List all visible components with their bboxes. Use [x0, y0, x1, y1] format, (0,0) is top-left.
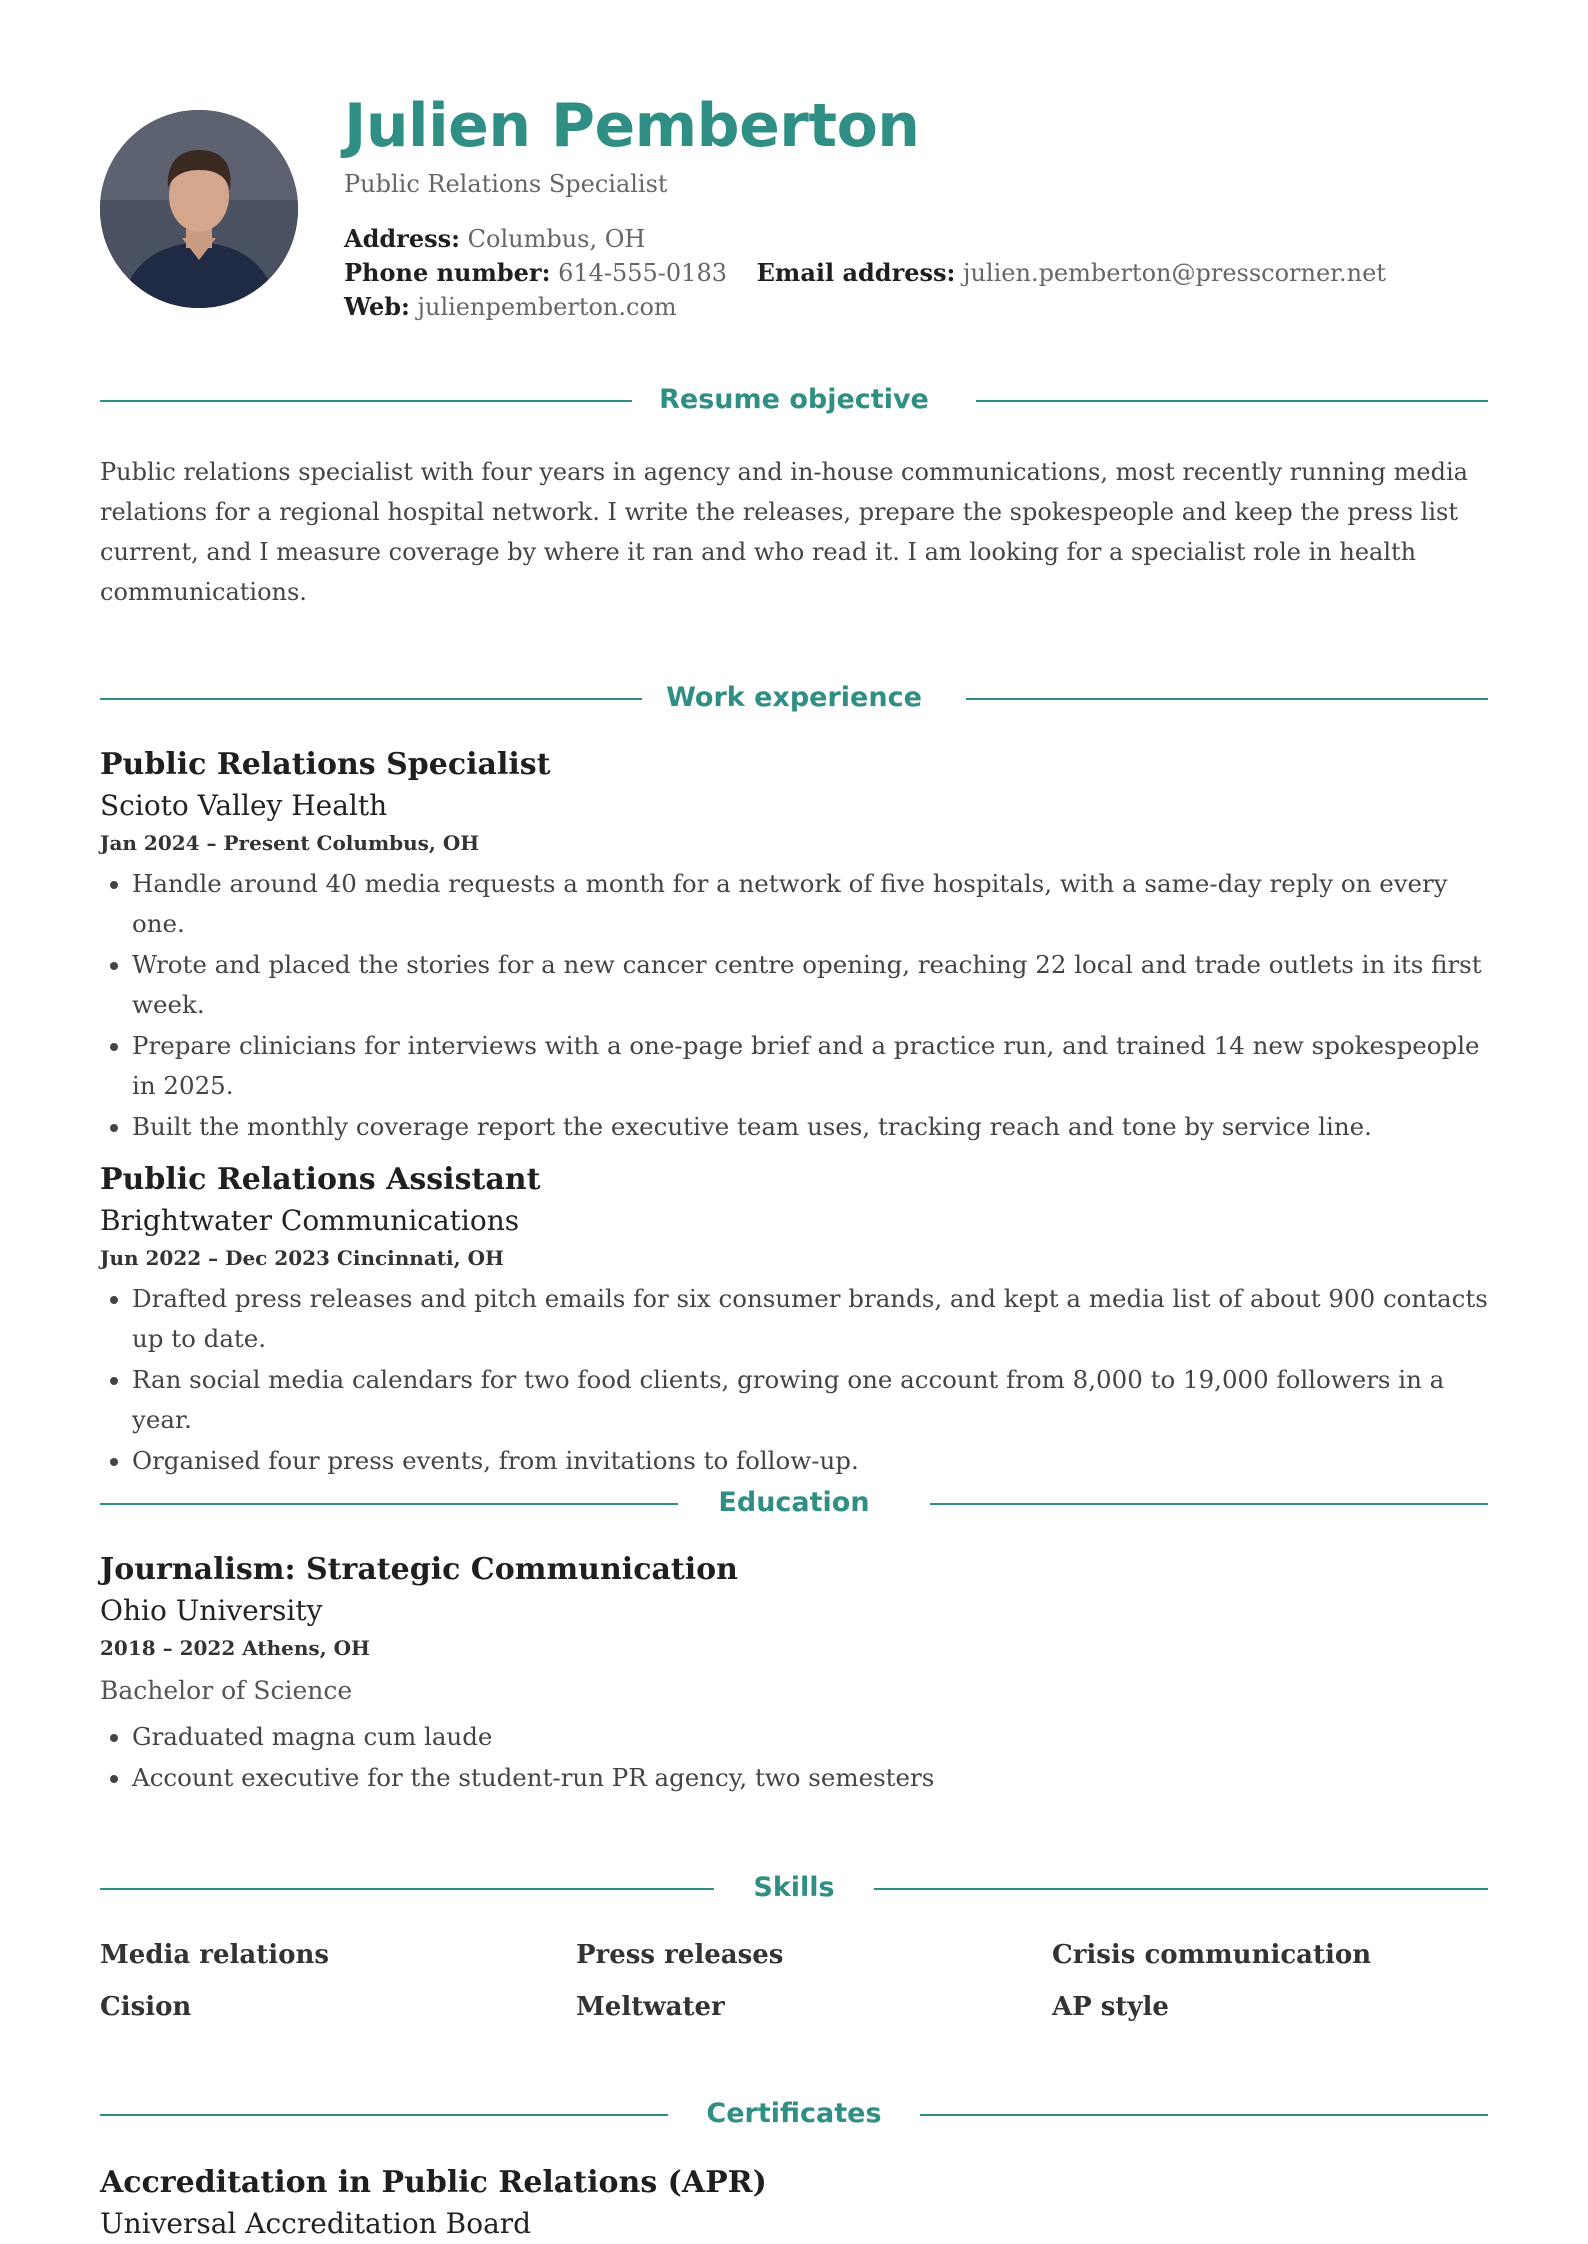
section-title: Skills [753, 1872, 835, 1903]
skills-section [100, 1868, 1488, 2028]
candidate-name: Julien Pemberton [344, 91, 920, 161]
skill-item: AP style [1052, 1992, 1169, 2022]
objective-section [100, 380, 1488, 612]
list-item: • Account executive for the student-run PR agency, two semesters [132, 1758, 1488, 1798]
certificate-issuer: Universal Accreditation Board [100, 2207, 532, 2240]
list-item: • Organised four press events, from invitations to follow-up. [132, 1441, 1488, 1481]
job-entry [100, 744, 1488, 1147]
skill-item: Press releases [576, 1940, 784, 1970]
contact-web [344, 290, 677, 324]
list-item: • Prepare clinicians for interviews with a one-page brief and a practice run, and trained 14 new spokespeople in 2025. [132, 1026, 1488, 1106]
address-value: Columbus, OH [467, 225, 646, 253]
job-dates-location: Jan 2024 – Present Columbus, OH [100, 831, 480, 855]
certificates-section [100, 2094, 1488, 2244]
section-title: Work experience [666, 682, 922, 713]
job-organization: Brightwater Communications [100, 1204, 520, 1237]
education-bullets [100, 1717, 1488, 1798]
certificate-name: Accreditation in Public Relations (APR) [100, 2165, 767, 2200]
section-title: Education [718, 1487, 870, 1518]
education-entry [100, 1549, 1488, 1798]
section-title: Resume objective [659, 384, 929, 415]
job-bullets [100, 1279, 1488, 1481]
web-value[interactable]: julienpemberton.com [417, 293, 677, 321]
section-title: Certificates [706, 2098, 882, 2129]
resume-header [100, 0, 1488, 330]
address-label: Address: [344, 224, 460, 253]
contact-phone-email [344, 256, 1386, 290]
list-item: • Wrote and placed the stories for a new cancer centre opening, reaching 22 local and trade outlets in its first week. [132, 945, 1488, 1025]
list-item: • Graduated magna cum laude [132, 1717, 1488, 1757]
job-role: Public Relations Assistant [100, 1162, 541, 1197]
job-role: Public Relations Specialist [100, 747, 551, 782]
candidate-title: Public Relations Specialist [344, 170, 668, 198]
section-header [100, 2094, 1488, 2134]
skill-item: Media relations [100, 1940, 330, 1970]
skill-item: Meltwater [576, 1992, 725, 2022]
skill-item: Cision [100, 1992, 192, 2022]
education-section [100, 1483, 1488, 1799]
section-header [100, 678, 1488, 718]
education-degree: Bachelor of Science [100, 1676, 353, 1705]
contact-address [344, 222, 645, 256]
list-item: • Handle around 40 media requests a month for a network of five hospitals, with a same-day reply on every one. [132, 864, 1488, 944]
education-dates-location: 2018 – 2022 Athens, OH [100, 1636, 370, 1660]
phone-value: 614-555-0183 [558, 259, 727, 287]
section-header [100, 1868, 1488, 1908]
job-dates-location: Jun 2022 – Dec 2023 Cincinnati, OH [100, 1246, 504, 1270]
job-entry [100, 1159, 1488, 1481]
section-header [100, 380, 1488, 420]
job-bullets [100, 864, 1488, 1147]
skills-grid [100, 1934, 1488, 2028]
objective-text: Public relations specialist with four years in agency and in-house communications, most recently running media relations for a regional hospital network. I write the releases, prepare the spokespeople and keep the press list current, and I measure coverage by where it ran and who read it. I am looking for a specialist role in health communications. [100, 458, 1468, 606]
web-label: Web: [344, 292, 410, 321]
education-school: Ohio University [100, 1594, 323, 1627]
email-value[interactable]: julien.pemberton@presscorner.net [963, 259, 1386, 287]
experience-section [100, 678, 1488, 1482]
list-item: • Built the monthly coverage report the executive team uses, tracking reach and tone by service line. [132, 1107, 1488, 1147]
profile-photo-icon [100, 110, 298, 308]
email-label: Email address: [756, 258, 956, 287]
resume-page [100, 0, 1488, 2240]
job-organization: Scioto Valley Health [100, 789, 388, 822]
certificate-entry [100, 2162, 1488, 2244]
phone-label: Phone number: [344, 258, 551, 287]
section-header [100, 1483, 1488, 1523]
list-item: • Ran social media calendars for two food clients, growing one account from 8,000 to 19,000 followers in a year. [132, 1360, 1488, 1440]
avatar [100, 110, 298, 308]
skill-item: Crisis communication [1052, 1940, 1372, 1970]
education-field: Journalism: Strategic Communication [100, 1552, 738, 1587]
list-item: • Drafted press releases and pitch emails for six consumer brands, and kept a media list of about 900 contacts up to date. [132, 1279, 1488, 1359]
